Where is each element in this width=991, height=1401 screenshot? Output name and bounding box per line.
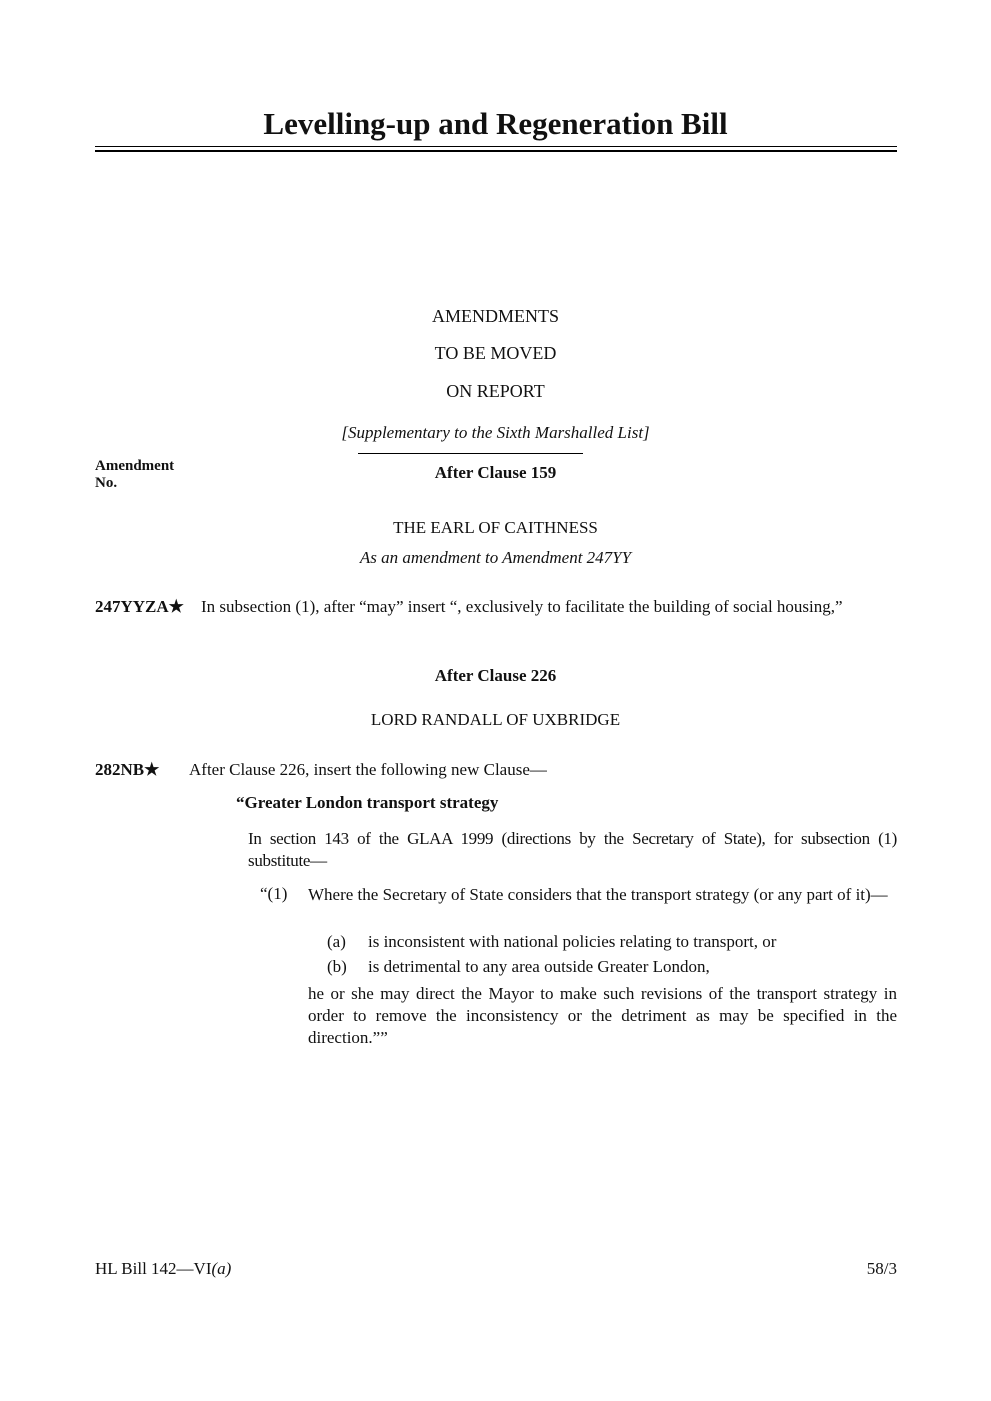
item-label: (a) [327, 932, 346, 951]
item-text: is inconsistent with national policies relating to transport, or [368, 932, 777, 951]
footer-page-ref: 58/3 [866, 1259, 897, 1278]
amendment-text: In subsection (1), after “may” insert “, exclusively to facilitate the building of social housing,” [201, 597, 843, 616]
amendment-no-label: Amendment No. [95, 458, 175, 491]
amendment-text: After Clause 226, insert the following new Clause— [189, 760, 547, 779]
heading-line-3: ON REPORT [446, 381, 545, 401]
section-heading: After Clause 159 [434, 463, 557, 482]
subsection-text: Where the Secretary of State considers that the transport strategy (or any part of it)— [308, 885, 888, 904]
clause-body: In section 143 of the GLAA 1999 (directions by the Secretary of State), for subsection (1) substitute— [248, 829, 897, 870]
title-rule-thick [95, 150, 897, 152]
item-text: is detrimental to any area outside Greater London, [368, 957, 710, 976]
amendment-number: 247YYZA★ [95, 597, 184, 616]
footer-bill-ref: HL Bill 142—VI(a) [95, 1259, 232, 1278]
new-clause-title: “Greater London transport strategy [236, 793, 499, 812]
bill-title: Levelling-up and Regeneration Bill [263, 106, 728, 141]
amendment-number: 282NB★ [95, 760, 160, 779]
amendment-note: As an amendment to Amendment 247YY [359, 548, 632, 567]
member-name: THE EARL OF CAITHNESS [393, 518, 598, 537]
heading-line-2: TO BE MOVED [434, 343, 557, 363]
item-label: (b) [327, 957, 347, 976]
closing-text: he or she may direct the Mayor to make such revisions of the transport strategy in order to remove the inconsistency or the detriment as may be specified in the direction.”” [308, 984, 897, 1047]
supplementary-underline [358, 453, 583, 454]
heading-line-1: AMENDMENTS [431, 306, 559, 326]
member-name: LORD RANDALL OF UXBRIDGE [370, 710, 621, 729]
section-heading: After Clause 226 [434, 666, 557, 685]
title-rule [95, 146, 897, 147]
subsection-number: “(1) [260, 884, 288, 903]
supplementary-note: [Supplementary to the Sixth Marshalled List] [341, 423, 650, 442]
